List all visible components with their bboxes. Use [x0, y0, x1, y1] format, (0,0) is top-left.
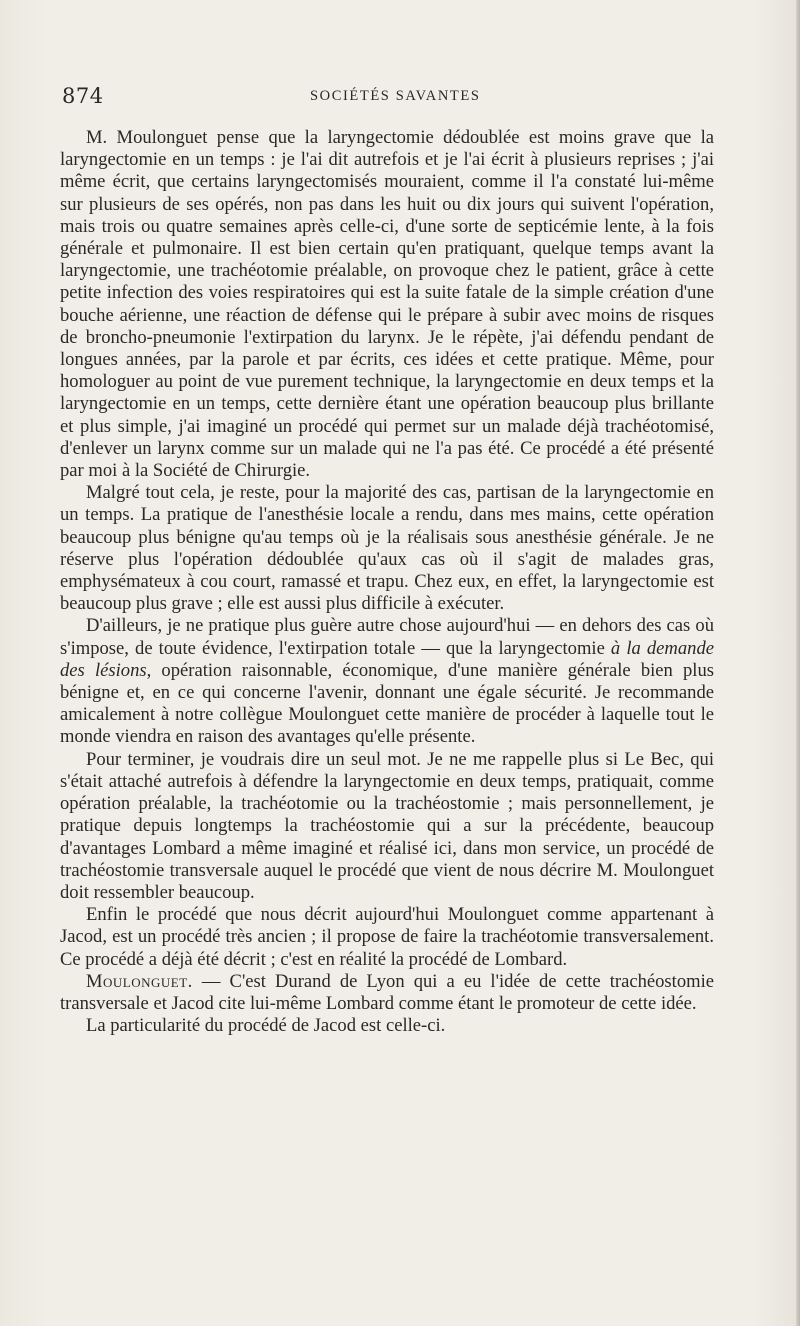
running-title: SOCIÉTÉS SAVANTES [310, 88, 481, 104]
paragraph-3-italic-phrase: à la demande des lésions [60, 637, 714, 681]
paragraph-7-text: La particularité du procédé de Jacod est celle-ci. [86, 1015, 446, 1037]
paragraph-7 [60, 1015, 714, 1037]
paragraph-3-text-before: D'ailleurs, je ne pratique plus guère autre chose aujourd'hui — en dehors des cas où s'impose, de toute évidence, l'extirpation totale — que la laryngectomie [60, 615, 714, 659]
page-number: 874 [62, 84, 104, 108]
paragraph-1-text: M. Moulonguet pense que la laryngectomie dédoublée est moins grave que la laryngectomie en un temps : je l'ai dit autrefois et je l'ai écrit à plusieurs reprises ; j'ai même écrit, que certains laryngectomisés mouraient, comme il l'a constaté lui-même sur plusieurs de ses opérés, non pas dans les huit ou dix jours qui suivent l'opération, mais trois ou quatre semaines après celle-ci, d'une sorte de septicémie lente, à la fois générale et pulmonaire. Il est bien certain qu'en pratiquant, quelque temps avant la laryngectomie, une trachéotomie préalable, on provoque chez le patient, grâce à cette petite infection des voies respiratoires qui est la suite fatale de la simple création d'une bouche aérienne, une réaction de défense qui le prépare à subir avec moins de risques de broncho-pneumonie l'extirpation du larynx. Je le répète, j'ai défendu pendant de longues années, par la parole et par écrits, ces idées et cette pratique. Même, pour homologuer au point de vue purement technique, la laryngectomie en deux temps et la laryngectomie en un temps, cette dernière étant une opération beaucoup plus brillante et plus simple, j'ai imaginé un procédé qui permet sur un malade déjà trachéotomisé, d'enlever un larynx comme sur un malade qui ne l'a pas été. Ce procédé a été présenté par moi à la Société de Chirurgie. [60, 127, 714, 482]
paragraph-2-text: Malgré tout cela, je reste, pour la majorité des cas, partisan de la laryngectomie en un temps. La pratique de l'anesthésie locale a rendu, dans mes mains, cette opération beaucoup plus bénigne qu'au temps où je la réalisais sous anesthésie générale. Je ne réserve plus l'opération dédoublée qu'aux cas où il s'agit de malades gras, emphysémateux à cou court, ramassé et trapu. Chez eux, en effet, la laryngectomie est beaucoup plus grave ; elle est aussi plus difficile à exécuter. [60, 482, 714, 615]
article-body [60, 127, 714, 1037]
paragraph-1 [60, 127, 714, 482]
paragraph-5 [60, 904, 714, 971]
paragraph-6 [60, 971, 714, 1015]
page-header [62, 84, 714, 110]
paragraph-4-text: Pour terminer, je voudrais dire un seul mot. Je ne me rappelle plus si Le Bec, qui s'était attaché autrefois à défendre la laryngectomie en deux temps, pratiquait, comme opération préalable, la trachéotomie ou la trachéostomie ; mais personnellement, je pratique depuis longtemps la trachéostomie qui a sur la précédente, beaucoup d'avantages Lombard a même imaginé et réalisé ici, dans mon service, un procédé de trachéostomie transversale auquel le procédé que vient de nous décrire M. Moulonguet doit ressembler beaucoup. [60, 748, 714, 903]
speaker-name: Moulonguet. [86, 970, 193, 992]
page-edge-shadow [796, 0, 800, 1326]
paragraph-3-text-after: , opération raisonnable, économique, d'une manière générale bien plus bénigne et, en ce qui concerne l'avenir, donnant une égale sécurité. Je recommande amicalement à notre collègue Moulonguet cette manière de procéder à laquelle tout le monde viendra en raison des avantages qu'elle présente. [60, 659, 714, 748]
paragraph-2 [60, 482, 714, 615]
paragraph-4 [60, 749, 714, 904]
paragraph-6-text: — C'est Durand de Lyon qui a eu l'idée de cette trachéostomie transversale et Jacod cite lui-même Lombard comme étant le promoteur de cette idée. [60, 970, 714, 1014]
paragraph-5-text: Enfin le procédé que nous décrit aujourd'hui Moulonguet comme appartenant à Jacod, est un procédé très ancien ; il propose de faire la trachéotomie transversalement. Ce procédé a déjà été décrit ; c'est en réalité la procédé de Lombard. [60, 904, 714, 970]
paragraph-3 [60, 615, 714, 748]
